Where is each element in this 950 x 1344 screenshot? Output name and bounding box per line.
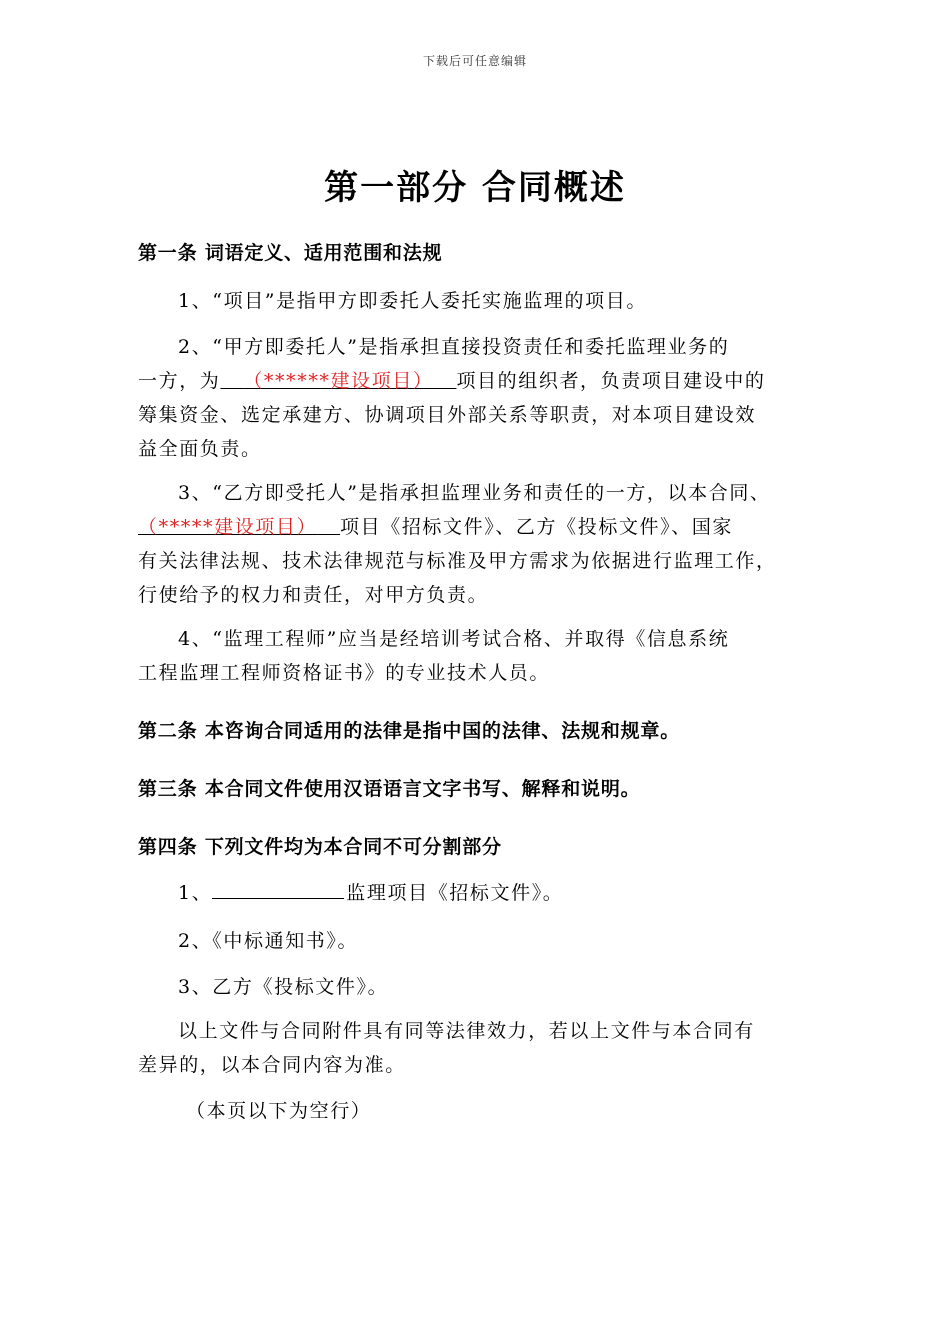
article-1-heading: 第一条 词语定义、适用范围和法规 [138,242,443,264]
article-4-item-3: 3、乙方《投标文件》。 [178,976,389,998]
end-of-page-note: （本页以下为空行） [186,1100,372,1122]
article-2: 第二条 本咨询合同适用的法律是指中国的法律、法规和规章。 [138,720,681,742]
fill-in-blank[interactable] [212,878,344,899]
fill-in-field-project-name-2[interactable] [138,516,340,538]
article-4-heading: 第四条 下列文件均为本合同不可分割部分 [138,836,502,858]
article-4-item-2: 2、《中标通知书》。 [178,930,359,952]
item-1-text: 监理项目《招标文件》。 [346,882,564,904]
page-header: 下载后可任意编辑 [422,54,527,68]
fill-in-field-project-name[interactable] [220,370,456,392]
item-1-number: 1、 [178,882,213,904]
item-2-suffix: 项目的组织者，负责项目建设中的 [456,370,766,392]
article-1-item-3-line-2 [138,512,733,539]
article-3: 第三条 本合同文件使用汉语语言文字书写、解释和说明。 [138,778,641,800]
article-1-item-4-line-2: 工程监理工程师资格证书》的专业技术人员。 [138,662,551,684]
article-4-note-line-1: 以上文件与合同附件具有同等法律效力，若以上文件与本合同有 [178,1020,755,1042]
article-1-item-2-line-2 [138,366,765,393]
item-3-suffix: 项目《招标文件》、乙方《投标文件》、国家 [340,516,734,538]
article-1-item-2-line-1: 2、“甲方即委托人”是指承担直接投资责任和委托监理业务的 [178,336,730,358]
article-1-item-3-line-1: 3、“乙方即受托人”是指承担监理业务和责任的一方，以本合同、 [178,482,771,504]
article-4-item-1 [178,878,563,905]
article-1-item-3-line-3: 有关法律法规、技术法律规范与标准及甲方需求为依据进行监理工作， [138,550,777,572]
article-1-item-2-line-4: 益全面负责。 [138,438,262,460]
item-2-prefix: 一方，为 [138,370,221,392]
article-1-item-3-line-4: 行使给予的权力和责任，对甲方负责。 [138,584,489,606]
page-title: 第一部分 合同概述 [324,168,626,208]
project-name-placeholder: （******建设项目） [243,370,434,392]
article-1-item-4-line-1: 4、“监理工程师”应当是经培训考试合格、并取得《信息系统 [178,628,730,650]
project-name-placeholder-2: （*****建设项目） [138,516,318,538]
article-1-item-1: 1、“项目”是指甲方即委托人委托实施监理的项目。 [178,290,647,312]
article-4-note-line-2: 差异的，以本合同内容为准。 [138,1054,406,1076]
article-1-item-2-line-3: 筹集资金、选定承建方、协调项目外部关系等职责，对本项目建设效 [138,404,757,426]
